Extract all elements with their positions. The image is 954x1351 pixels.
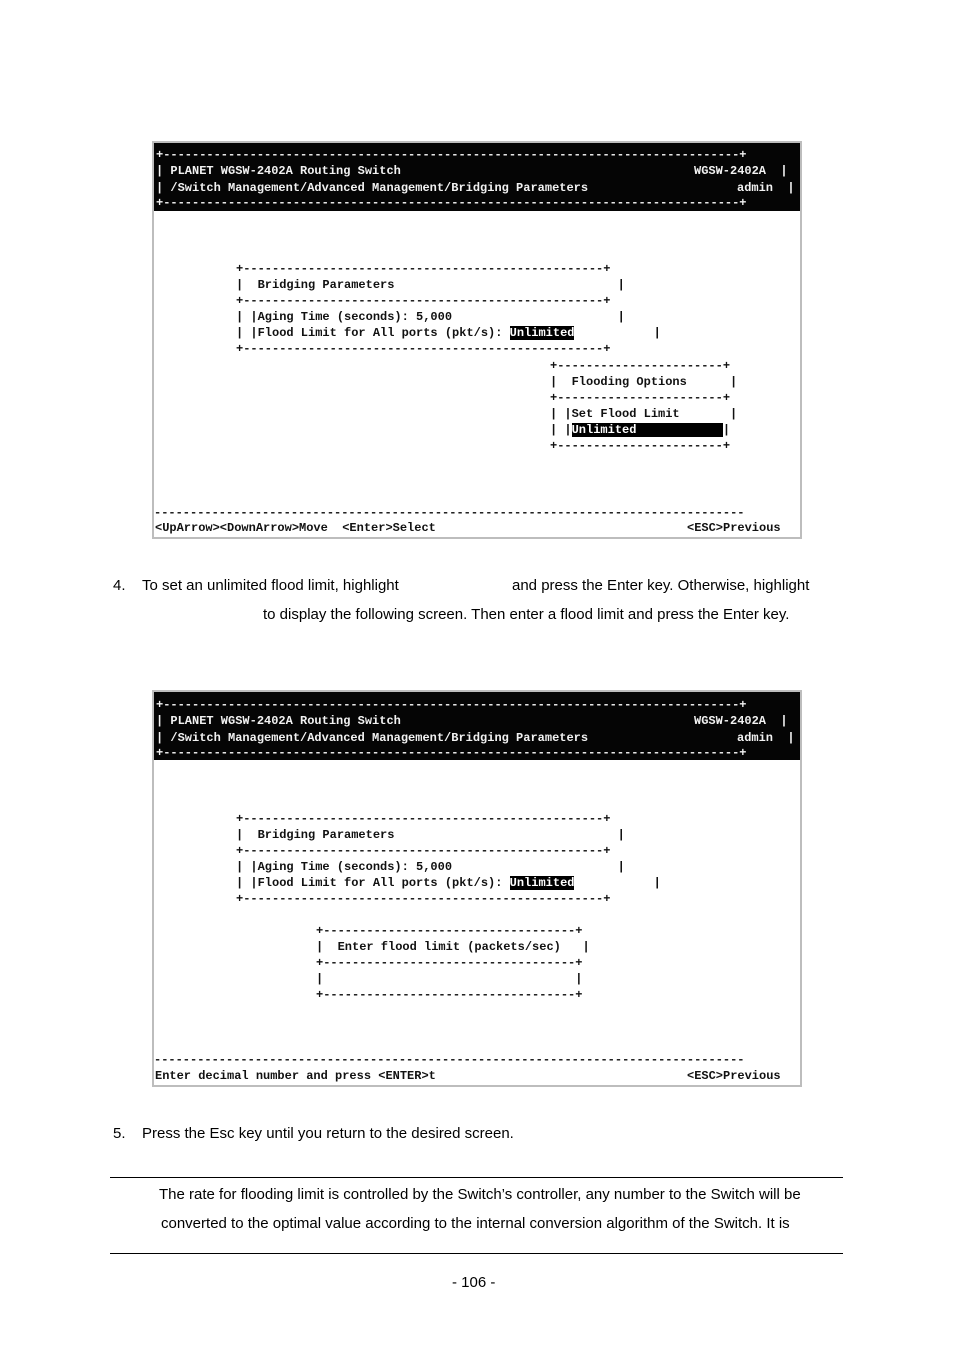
option-set-flood-limit[interactable]: | |Set Flood Limit | [550,407,738,421]
bridging-box-title: | Bridging Parameters | [236,828,625,842]
footer-esc-previous: <ESC>Previous [687,521,781,535]
footer-key-hints: <UpArrow><DownArrow>Move <Enter>Select [155,521,436,535]
option-unlimited-row[interactable] [550,422,730,438]
step-5-number: 5. [113,1125,126,1142]
footer-esc-previous: <ESC>Previous [687,1069,781,1083]
flood-limit-dialog-title: | Enter flood limit (packets/sec) | [316,940,590,954]
flood-limit-dialog-sep: +-----------------------------------+ [316,956,583,970]
note-bottom-rule [110,1253,843,1254]
flooding-options-top: +-----------------------+ [550,359,731,373]
flood-limit-dialog-top: +-----------------------------------+ [316,924,583,938]
note-top-rule [110,1177,843,1178]
header-border-top: +--------------------------------------------------------------------------------+ [156,698,747,712]
aging-time-row[interactable]: | |Aging Time (seconds): 5,000 | [236,860,625,874]
flood-limit-value[interactable]: Unlimited [509,326,575,340]
bridging-box-title: | Bridging Parameters | [236,278,625,292]
header-title: | PLANET WGSW-2402A Routing Switch [156,164,401,178]
flood-limit-value[interactable]: Unlimited [509,876,575,890]
step-4-text-b: and press the Enter key. Otherwise, highlight [512,577,810,594]
flood-limit-row-end: | [574,326,661,340]
header-model: WGSW-2402A | [694,714,788,728]
flood-limit-input[interactable]: | | [316,972,583,986]
footer-rule: ---------------------------------------------------------------------------------- [154,1053,745,1067]
bridging-box-top: +--------------------------------------------------+ [236,812,611,826]
header-model: WGSW-2402A | [694,164,788,178]
flood-limit-row[interactable] [236,325,661,341]
terminal-screenshot-enter-flood-limit [152,690,802,1087]
bridging-box-bottom: +--------------------------------------------------+ [236,892,611,906]
page-number: - 106 - [452,1274,496,1291]
bridging-box-top: +--------------------------------------------------+ [236,262,611,276]
header-border-top: +--------------------------------------------------------------------------------+ [156,148,747,162]
header-user: admin | [737,181,795,195]
note-line-1: The rate for flooding limit is controlled by the Switch’s controller, any number to the Switch will be [159,1186,801,1203]
note-line-2: converted to the optimal value according to the internal conversion algorithm of the Switch. It is [161,1215,790,1232]
header-path: | /Switch Management/Advanced Management/Bridging Parameters [156,731,589,745]
bridging-box-sep: +--------------------------------------------------+ [236,844,611,858]
footer-rule: ---------------------------------------------------------------------------------- [154,506,745,520]
aging-time-row[interactable]: | |Aging Time (seconds): 5,000 | [236,310,625,324]
header-border-mid: +--------------------------------------------------------------------------------+ [156,196,747,210]
flood-limit-label: | |Flood Limit for All ports (pkt/s): [236,326,510,340]
header-path: | /Switch Management/Advanced Management/Bridging Parameters [156,181,589,195]
flooding-options-title: | Flooding Options | [550,375,738,389]
flood-limit-label: | |Flood Limit for All ports (pkt/s): [236,876,510,890]
flooding-options-bottom: +-----------------------+ [550,439,731,453]
header-border-mid: +--------------------------------------------------------------------------------+ [156,746,747,760]
terminal-screenshot-bridging-flooding-options [152,141,802,539]
footer-key-hints: Enter decimal number and press <ENTER>t [155,1069,436,1083]
step-4-text-c: to display the following screen. Then enter a flood limit and press the Enter key. [263,606,790,623]
flooding-options-sep: +-----------------------+ [550,391,731,405]
terminal-header [154,143,800,211]
option-unlimited-end: | [722,423,731,437]
step-4-number: 4. [113,577,126,594]
header-title: | PLANET WGSW-2402A Routing Switch [156,714,401,728]
header-user: admin | [737,731,795,745]
flood-limit-row-end: | [574,876,661,890]
step-4-text-a: To set an unlimited flood limit, highlight [142,577,399,594]
option-unlimited-prefix: | | [550,423,572,437]
option-unlimited[interactable]: Unlimited [571,423,723,437]
flood-limit-row[interactable] [236,875,661,891]
step-5-text: Press the Esc key until you return to the desired screen. [142,1125,514,1142]
bridging-box-bottom: +--------------------------------------------------+ [236,342,611,356]
terminal-header [154,692,800,760]
bridging-box-sep: +--------------------------------------------------+ [236,294,611,308]
flood-limit-dialog-bottom: +-----------------------------------+ [316,988,583,1002]
